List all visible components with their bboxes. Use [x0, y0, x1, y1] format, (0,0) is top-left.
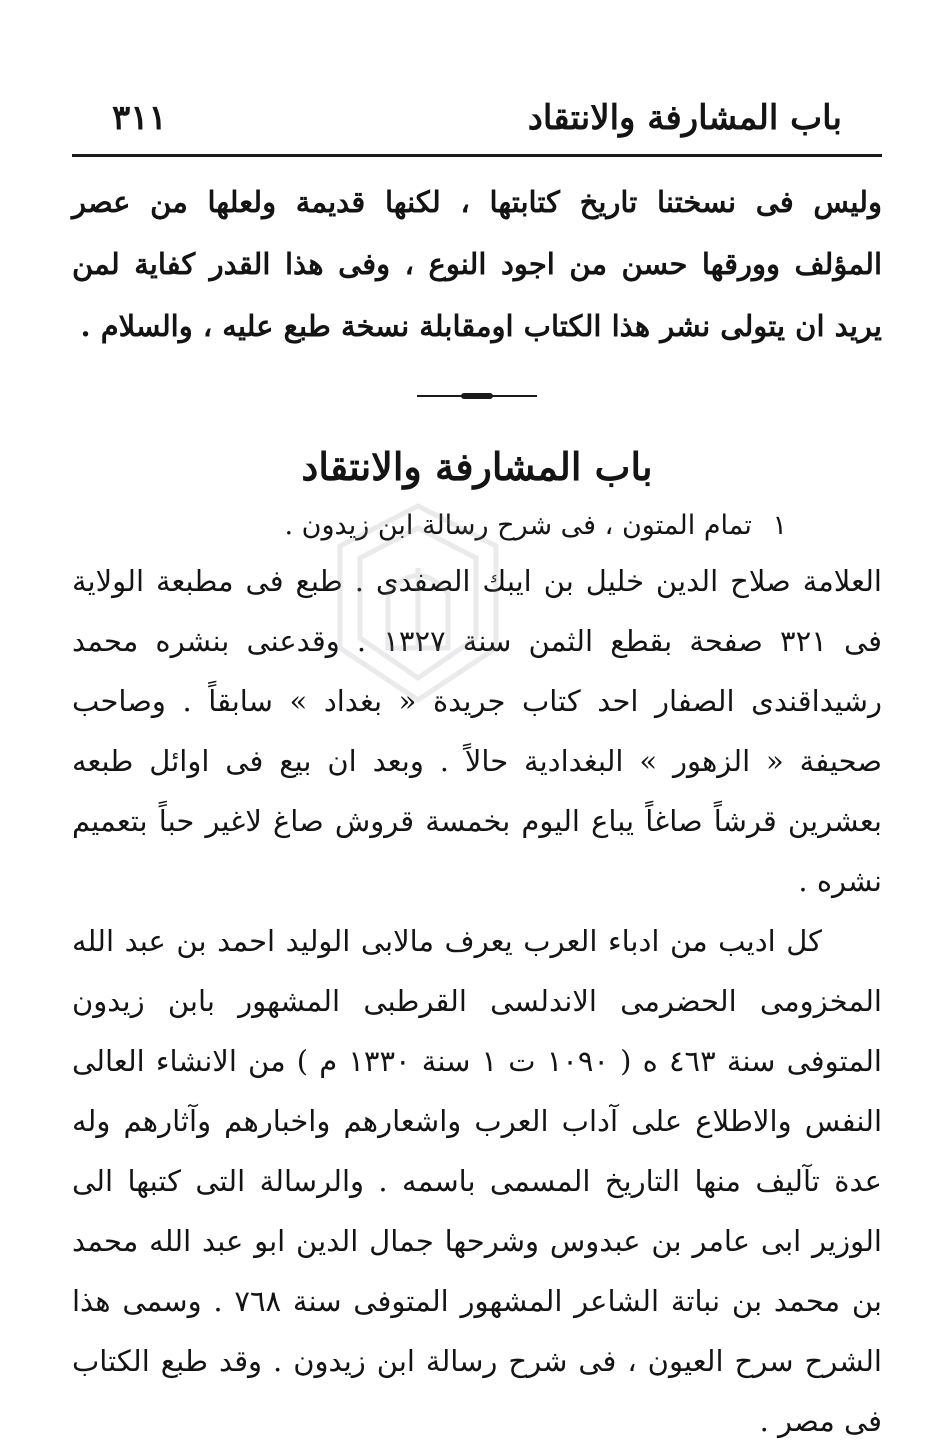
section-divider: [417, 393, 537, 399]
entry-paragraph-2: كل اديب من ادباء العرب يعرف مالابى الوليد احمد بن عبد الله المخزومى الحضرمى الاندلسى القرطبى المشهور بابن زيدون المتوفى سنة ٤٦٣ ه ( ١٠٩٠ ت ١ سنة ١٣٣٠ م ) من الانشاء العالى النفس والاطلاع على آداب العرب واشعارهم واخبارهم وآثارهم وله عدة تآليف منها التاريخ المسمى باسمه . والرسالة التى كتبها الى الوزير ابى عامر بن عبدوس وشرحها جمال الدين ابو عبد الله محمد بن محمد بن نباتة الشاعر المشهور المتوفى سنة ٧٦٨ . وسمى هذا الشرح سرح العيون ، فى شرح رسالة ابن زيدون . وقد طبع الكتاب فى مصر .: [72, 924, 883, 1438]
page-number: ٣١١: [112, 98, 167, 138]
entry-paragraph-1: العلامة صلاح الدين خليل بن ايبك الصفدى . طبع فى مطبعة الولاية فى ٣٢١ صفحة بقطع الثمن سنة ١٣٢٧ . وقدعنى بنشره محمد رشيداقندى الصفار احد كتاب جريدة « بغداد » سابقاً . وصاحب صحيفة « الزهور » البغدادية حالاً . وبعد ان بيع فى اوائل طبعه بعشرين قرشاً صاغاً يباع اليوم بخمسة قروش صاغ لاغير حباً بتعميم نشره .: [72, 564, 882, 898]
running-title: باب المشارفة والانتقاد: [527, 98, 842, 138]
running-header: [72, 92, 882, 157]
entry-body: [72, 551, 882, 1451]
entry-heading: [72, 501, 882, 551]
page: [72, 92, 882, 1451]
entry-title: تمام المتون ، فى شرح رسالة ابن زيدون .: [284, 510, 752, 541]
section-title: باب المشارفة والانتقاد: [301, 444, 653, 489]
continuation-text: وليس فى نسختنا تاريخ كتابتها ، لكنها قديمة ولعلها من عصر المؤلف وورقها حسن من اجود النوع ، وفى هذا القدر كفاية لمن يريد ان يتولى نشر هذا الكتاب اومقابلة نسخة طبع عليه ، والسلام .: [72, 185, 882, 343]
continuation-paragraph: [72, 171, 882, 357]
entry-number: ١: [772, 510, 787, 541]
